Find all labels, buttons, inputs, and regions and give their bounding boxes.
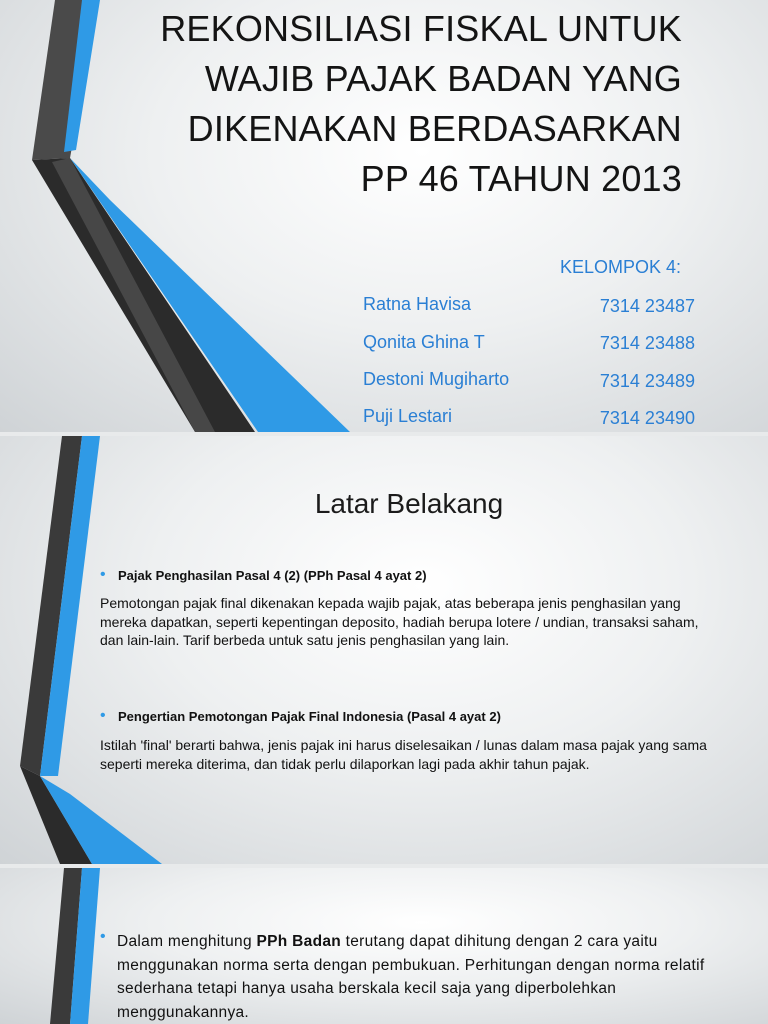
blue-stripe-bottom <box>40 776 162 864</box>
member-id: 7314 23488 <box>599 333 695 353</box>
paragraph-bold-term: PPh Badan <box>256 933 342 950</box>
member-id: 7314 23489 <box>599 371 695 391</box>
member-name: Destoni Mugiharto <box>363 369 510 389</box>
bullet-paragraph <box>117 930 732 1024</box>
member-name: Ratna Havisa <box>363 294 472 314</box>
slide-background <box>0 868 768 1024</box>
title-line: REKONSILIASI FISKAL UNTUK <box>160 8 682 49</box>
dark-stripe <box>50 868 82 1024</box>
bullet-paragraph: Pemotongan pajak final dikenakan kepada wajib pajak, atas beberapa jenis penghasilan yang mereka dapatkan, seperti kepentingan deposito, hadiah berupa lotere / undian, transaksi saham, dan lain-lain. Tarif berbeda untuk satu jenis penghasilan yang lain. <box>100 595 699 648</box>
title-line: DIKENAKAN BERDASARKAN <box>187 108 682 149</box>
member-name: Puji Lestari <box>363 406 453 426</box>
slide-background <box>0 436 768 864</box>
bullet-icon: • <box>100 928 106 945</box>
team-label: KELOMPOK 4: <box>560 257 682 277</box>
slide-title <box>0 0 768 432</box>
bullet-icon: • <box>100 707 106 724</box>
bullet-icon: • <box>100 566 106 583</box>
bullet-paragraph: Istilah 'final' berarti bahwa, jenis pajak ini harus diselesaikan / lunas dalam masa pajak yang sama seperti mereka diterima, dan tidak perlu dilaporkan lagi pada akhir tahun pajak. <box>100 737 707 772</box>
bullet-title: Pengertian Pemotongan Pajak Final Indonesia (Pasal 4 ayat 2) <box>118 709 501 724</box>
dark-stripe-top <box>20 436 82 776</box>
paragraph-text: terutang dapat dihitung dengan 2 cara yaitu menggunakan norma serta dengan pembukuan. Perhitungan dengan norma relatif sederhana tetapi hanya usaha berskala kecil saja yang diperbolehkan menggunakannya. <box>117 933 705 1021</box>
paragraph-text: Dalam menghitung <box>117 933 257 950</box>
title-line: PP 46 TAHUN 2013 <box>360 158 682 199</box>
blue-stripe-top <box>40 436 100 776</box>
blue-stripe <box>70 868 100 1024</box>
member-name: Qonita Ghina T <box>363 332 485 352</box>
presentation-title <box>82 4 682 204</box>
slide-heading: Latar Belakang <box>314 488 504 519</box>
title-line: WAJIB PAJAK BADAN YANG <box>204 58 682 99</box>
dark-stripe-bottom <box>20 766 92 864</box>
member-id: 7314 23487 <box>599 296 695 316</box>
bullet-title: Pajak Penghasilan Pasal 4 (2) (PPh Pasal 4 ayat 2) <box>118 568 427 583</box>
member-id: 7314 23490 <box>599 408 695 428</box>
